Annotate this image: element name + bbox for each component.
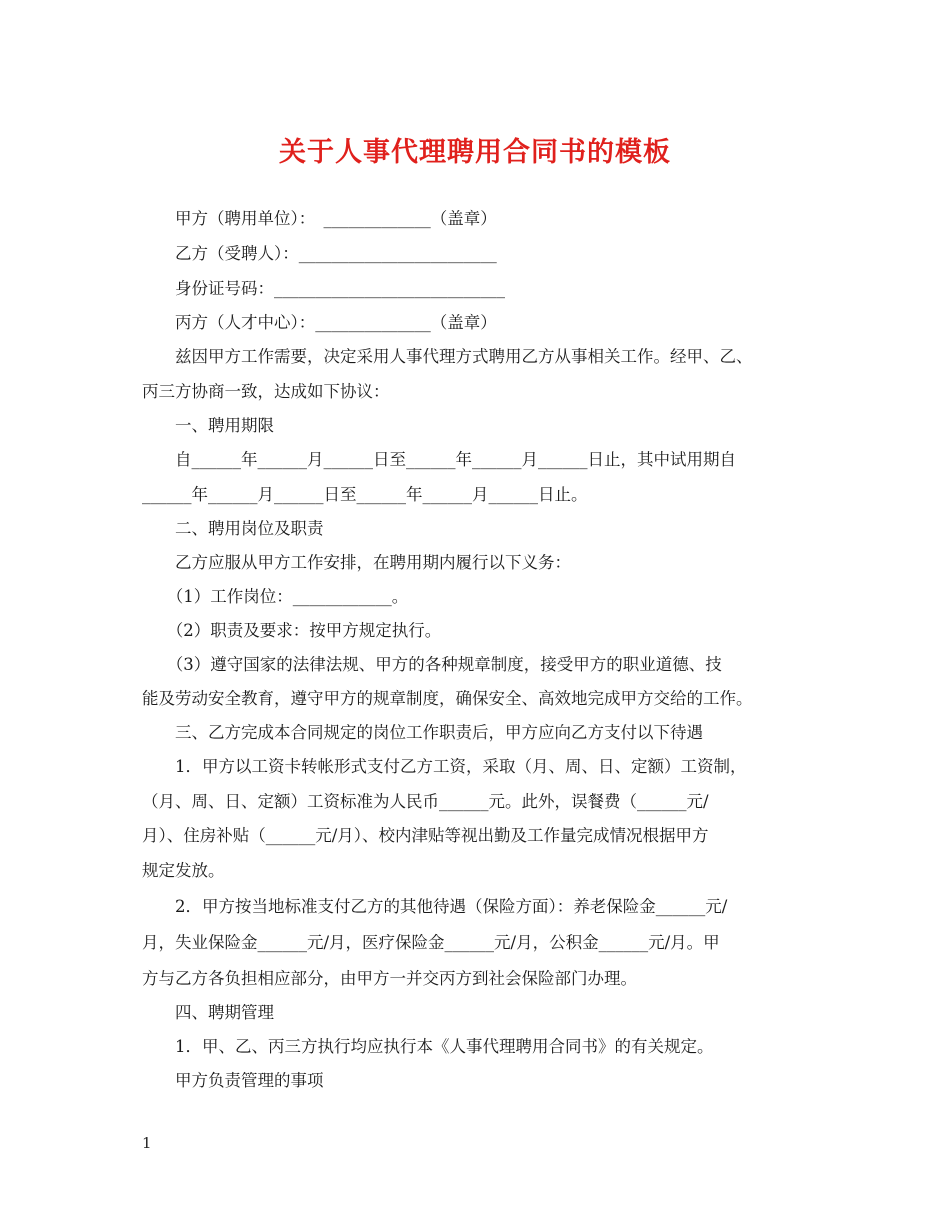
section-3-heading: 三、乙方完成本合同规定的岗位工作职责后，甲方应向乙方支付以下待遇 [142, 723, 703, 742]
intro-paragraph-line-2: 丙三方协商一致，达成如下协议： [142, 382, 390, 401]
management-party-a-heading: 甲方负责管理的事项 [142, 1071, 324, 1090]
pay-clause-1-line-1: 1．甲方以工资卡转帐形式支付乙方工资，采取（月、周、日、定额）工资制， [142, 757, 747, 776]
pay-clause-2-line-3: 方与乙方各负担相应部分，由甲方一并交丙方到社会保险部门办理。 [142, 969, 637, 988]
page-number: 1 [142, 1134, 152, 1152]
duty-item-3-line-1: （3）遵守国家的法律法规、甲方的各种规章制度，接受甲方的职业道德、技 [142, 655, 722, 674]
duty-item-2: （2）职责及要求：按甲方规定执行。 [142, 621, 442, 640]
pay-clause-1-line-2: （月、周、日、定额）工资标准为人民币______元。此外，误餐费（______元/ [142, 792, 709, 811]
section-4-heading: 四、聘期管理 [142, 1003, 274, 1022]
pay-clause-1-line-3: 月）、住房补贴（______元/月）、校内津贴等视出勤及工作量完成情况根据甲方 [142, 826, 709, 845]
intro-paragraph-line-1: 兹因甲方工作需要，决定采用人事代理方式聘用乙方从事相关工作。经甲、乙、 [142, 347, 753, 366]
pay-clause-2-line-2: 月，失业保险金______元/月，医疗保险金______元/月，公积金______元/月。甲 [142, 933, 720, 952]
section-2-heading: 二、聘用岗位及职责 [142, 519, 324, 538]
id-number-line: 身份证号码：____________________________ [142, 279, 505, 298]
party-b-line: 乙方（受聘人）：________________________ [142, 244, 497, 263]
duty-item-3-line-2: 能及劳动安全教育，遵守甲方的规章制度，确保安全、高效地完成甲方交给的工作。 [142, 689, 753, 708]
term-line-1: 自______年______月______日至______年______月______日止，其中试用期自 [142, 450, 736, 469]
term-line-2: ______年______月______日至______年______月______日止。 [142, 485, 588, 504]
duties-intro: 乙方应服从甲方工作安排，在聘用期内履行以下义务： [142, 553, 571, 572]
pay-clause-1-line-4: 规定发放。 [142, 861, 225, 880]
duty-item-1: （1）工作岗位：____________。 [142, 587, 409, 606]
party-a-line: 甲方（聘用单位）： _____________（盖章） [142, 209, 497, 228]
management-clause-1: 1．甲、乙、丙三方执行均应执行本《人事代理聘用合同书》的有关规定。 [142, 1037, 714, 1056]
document-title: 关于人事代理聘用合同书的模板 [279, 137, 671, 168]
pay-clause-2-line-1: 2．甲方按当地标准支付乙方的其他待遇（保险方面）：养老保险金______元/ [142, 897, 728, 916]
section-1-heading: 一、聘用期限 [142, 416, 274, 435]
party-c-line: 丙方（人才中心）：______________（盖章） [142, 313, 497, 332]
